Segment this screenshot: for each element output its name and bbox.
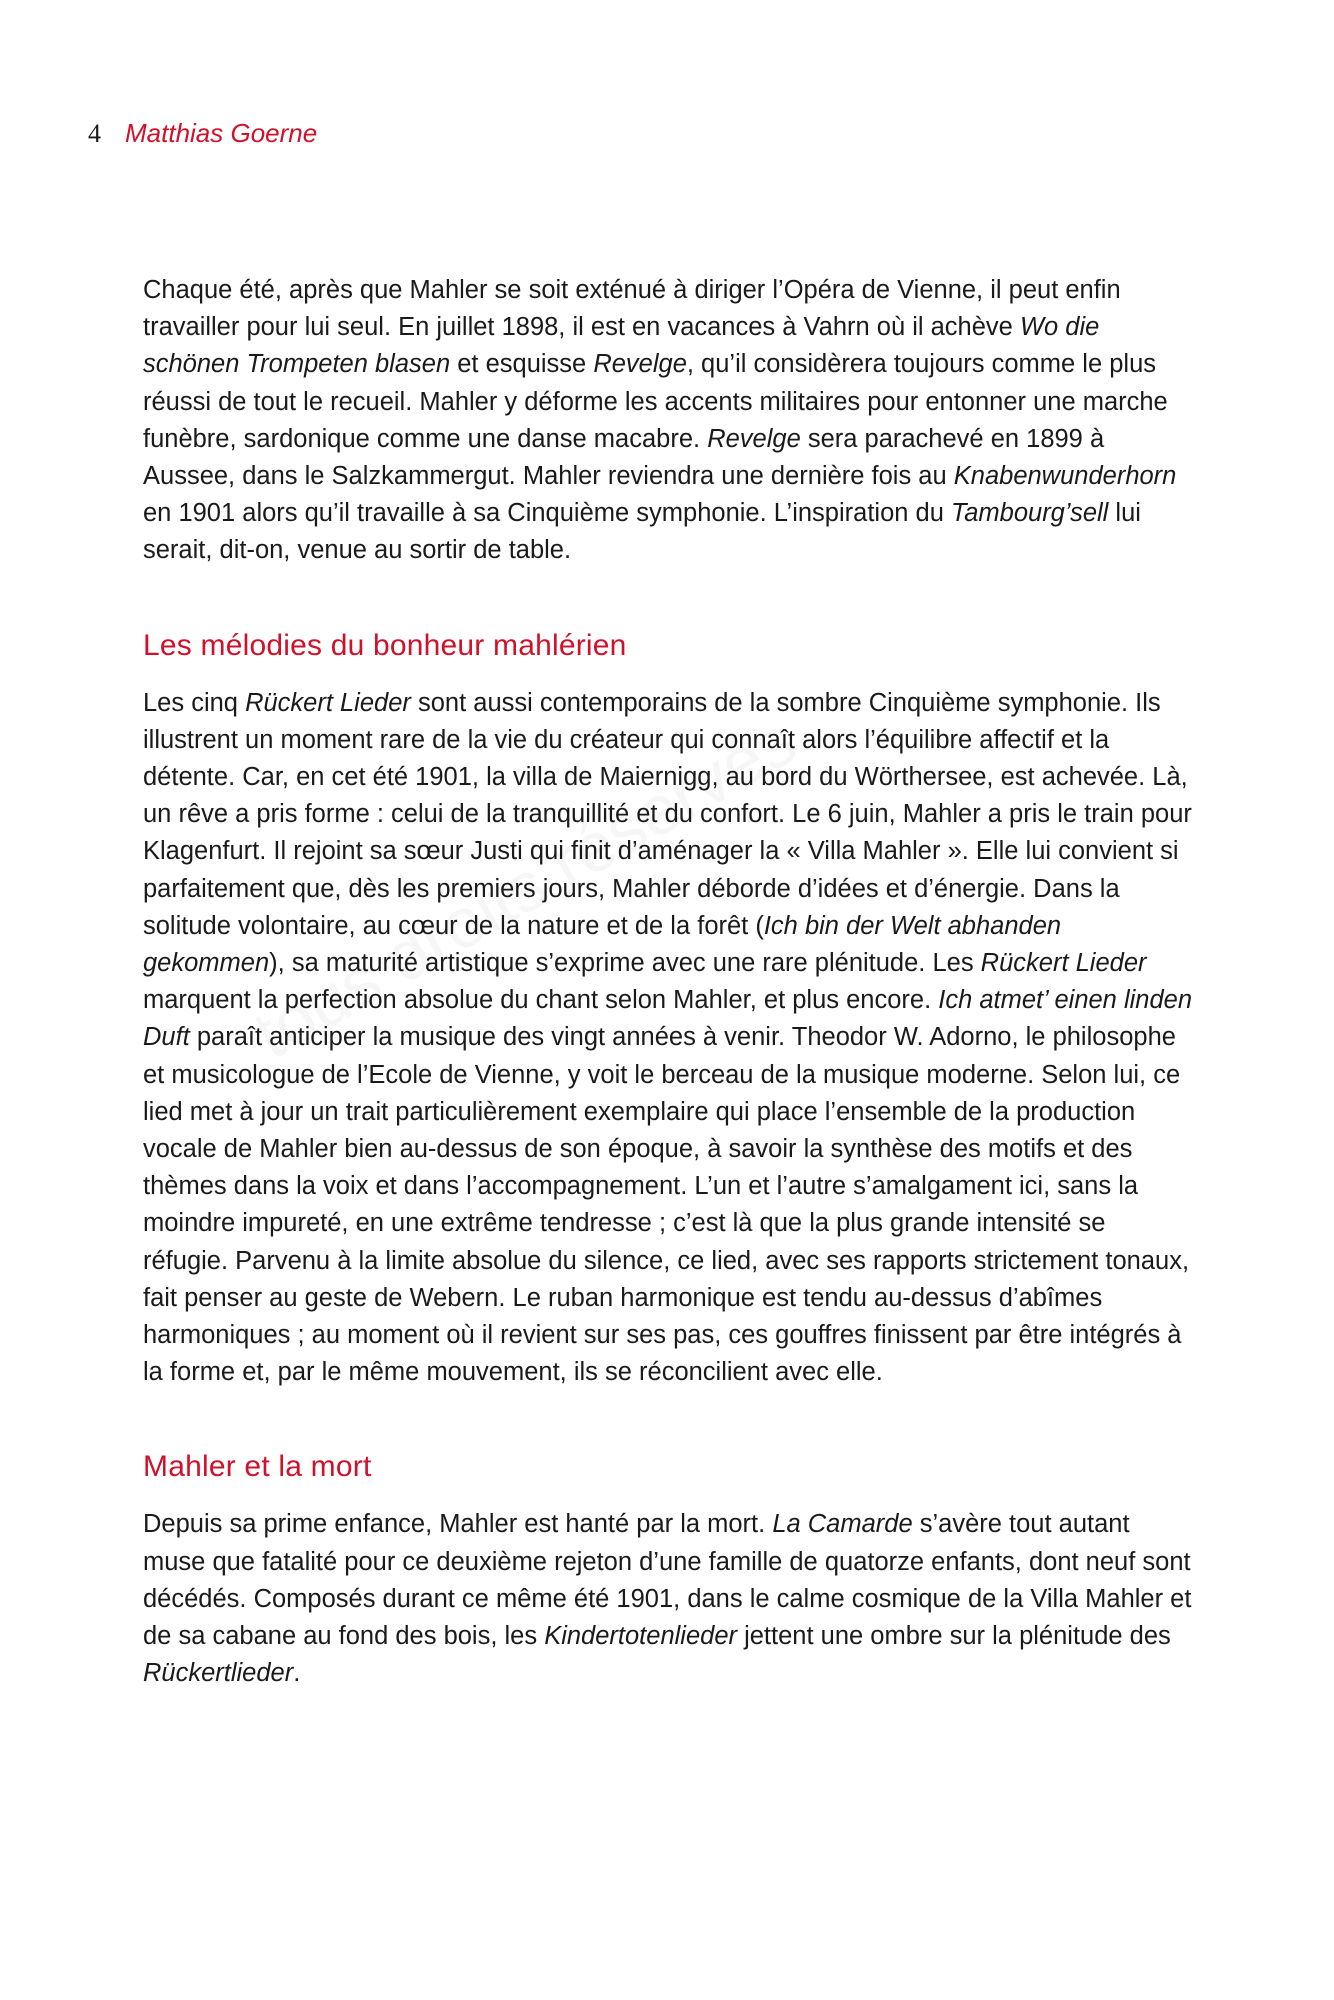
text-run: paraît anticiper la musique des vingt années à venir. Theodor W. Adorno, le philosophe et musicologue de l’Ecole de Vienne, y voit le berceau de la musique moderne. Selon lui, ce lied met à jour un trait particulièrement exemplaire qui place l’ensemble de la production vocale de Mahler bien au-dessus de son époque, à savoir la synthèse des motifs et des thèmes dans la voix et dans l’accompagnement. L’un et l’autre s’amalgament ici, sans la moindre impureté, en une extrême tendresse ; c’est là que la plus grande intensité se réfugie. Parvenu à la limite absolue du silence, ce lied, avec ses rapports strictement tonaux, fait penser au geste de Webern. Le ruban harmonique est tendu au-dessus d’abîmes harmoniques ; au moment où il revient sur ses pas, ces gouffres finissent par être intégrés à la forme et, par le même mouvement, ils se réconcilient avec elle.	[143, 1023, 1190, 1387]
text-run: sera parachevé en 1899 à Aussee, dans le Salzkammergut. Mahler reviendra une dernière fois au	[143, 424, 1105, 491]
text-run: , qu’il considèrera toujours comme le plus réussi de tout le recueil. Mahler y déforme les accents militaires pour entonner une marche funèbre, sardonique comme une danse macabre.	[143, 350, 1168, 453]
text-run: .	[293, 1659, 301, 1688]
italic-title: Ich atmet’ einen linden Duft	[143, 986, 1193, 1052]
main-content	[143, 272, 1193, 1693]
text-run: Chaque été, après que Mahler se soit exténué à diriger l’Opéra de Vienne, il peut enfin travailler pour lui seul. En juillet 1898, il est en vacances à Vahrn où il achève	[143, 276, 1121, 342]
text-run: en 1901 alors qu’il travaille à sa Cinquième symphonie. L’inspiration du	[143, 499, 951, 528]
text-run: jettent une ombre sur la plénitude des	[737, 1622, 1171, 1651]
italic-title: Kindertotenlieder	[544, 1622, 737, 1651]
text-run: s’avère tout autant muse que fatalité pour ce deuxième rejeton d’une famille de quatorze enfants, dont neuf sont décédés. Composés durant ce même été 1901, dans le calme cosmique de la Villa Mahler et de sa cabane au fond des bois, les	[143, 1510, 1192, 1651]
running-head	[88, 118, 317, 149]
italic-title: Ich bin der Welt abhanden gekommen	[143, 911, 1062, 978]
italic-title: Revelge	[593, 350, 687, 379]
body-paragraph	[143, 685, 1193, 1392]
running-title: Matthias Goerne	[125, 118, 318, 148]
section-heading: Les mélodies du bonheur mahlérien	[143, 628, 627, 662]
text-run: et esquisse	[450, 350, 594, 379]
text-run: marquent la perfection absolue du chant selon Mahler, et plus encore.	[143, 986, 939, 1015]
body-paragraph	[143, 1506, 1193, 1692]
text-run: sont aussi contemporains de la sombre Cinquième symphonie. Ils illustrent un moment rare de la vie du créateur qui connaît alors l’équilibre affectif et la détente. Car, en cet été 1901, la villa de Maiernigg, au bord du Wörthersee, est achevée. Là, un rêve a pris forme : celui de la tranquillité et du confort. Le 6 juin, Mahler a pris le train pour Klagenfurt. Il rejoint sa sœur Justi qui finit d’aménager la « Villa Mahler ». Elle lui convient si parfaitement que, dès les premiers jours, Mahler déborde d’idées et d’énergie. Dans la solitude volontaire, au cœur de la nature et de la forêt (	[143, 688, 1192, 940]
italic-title: Wo die schönen Trompeten blasen	[143, 313, 1100, 379]
italic-title: Tambourg’sell	[950, 499, 1109, 528]
text-run: Depuis sa prime enfance, Mahler est hanté par la mort.	[143, 1510, 773, 1539]
body-paragraph	[143, 272, 1193, 570]
italic-title: Revelge	[707, 424, 801, 453]
italic-title: La Camarde	[772, 1510, 913, 1539]
text-run: Les cinq	[143, 688, 246, 717]
italic-title: Knabenwunderhorn	[953, 462, 1177, 491]
italic-title: Rückert Lieder	[245, 688, 411, 717]
section-heading: Mahler et la mort	[143, 1450, 372, 1484]
text-run: lui serait, dit-on, venue au sortir de table.	[143, 499, 1141, 565]
text-run: ), sa maturité artistique s’exprime avec une rare plénitude. Les	[269, 949, 981, 978]
italic-title: Rückert Lieder	[980, 949, 1147, 978]
italic-title: Rückertlieder	[143, 1659, 294, 1688]
page-number: 4	[88, 119, 101, 148]
